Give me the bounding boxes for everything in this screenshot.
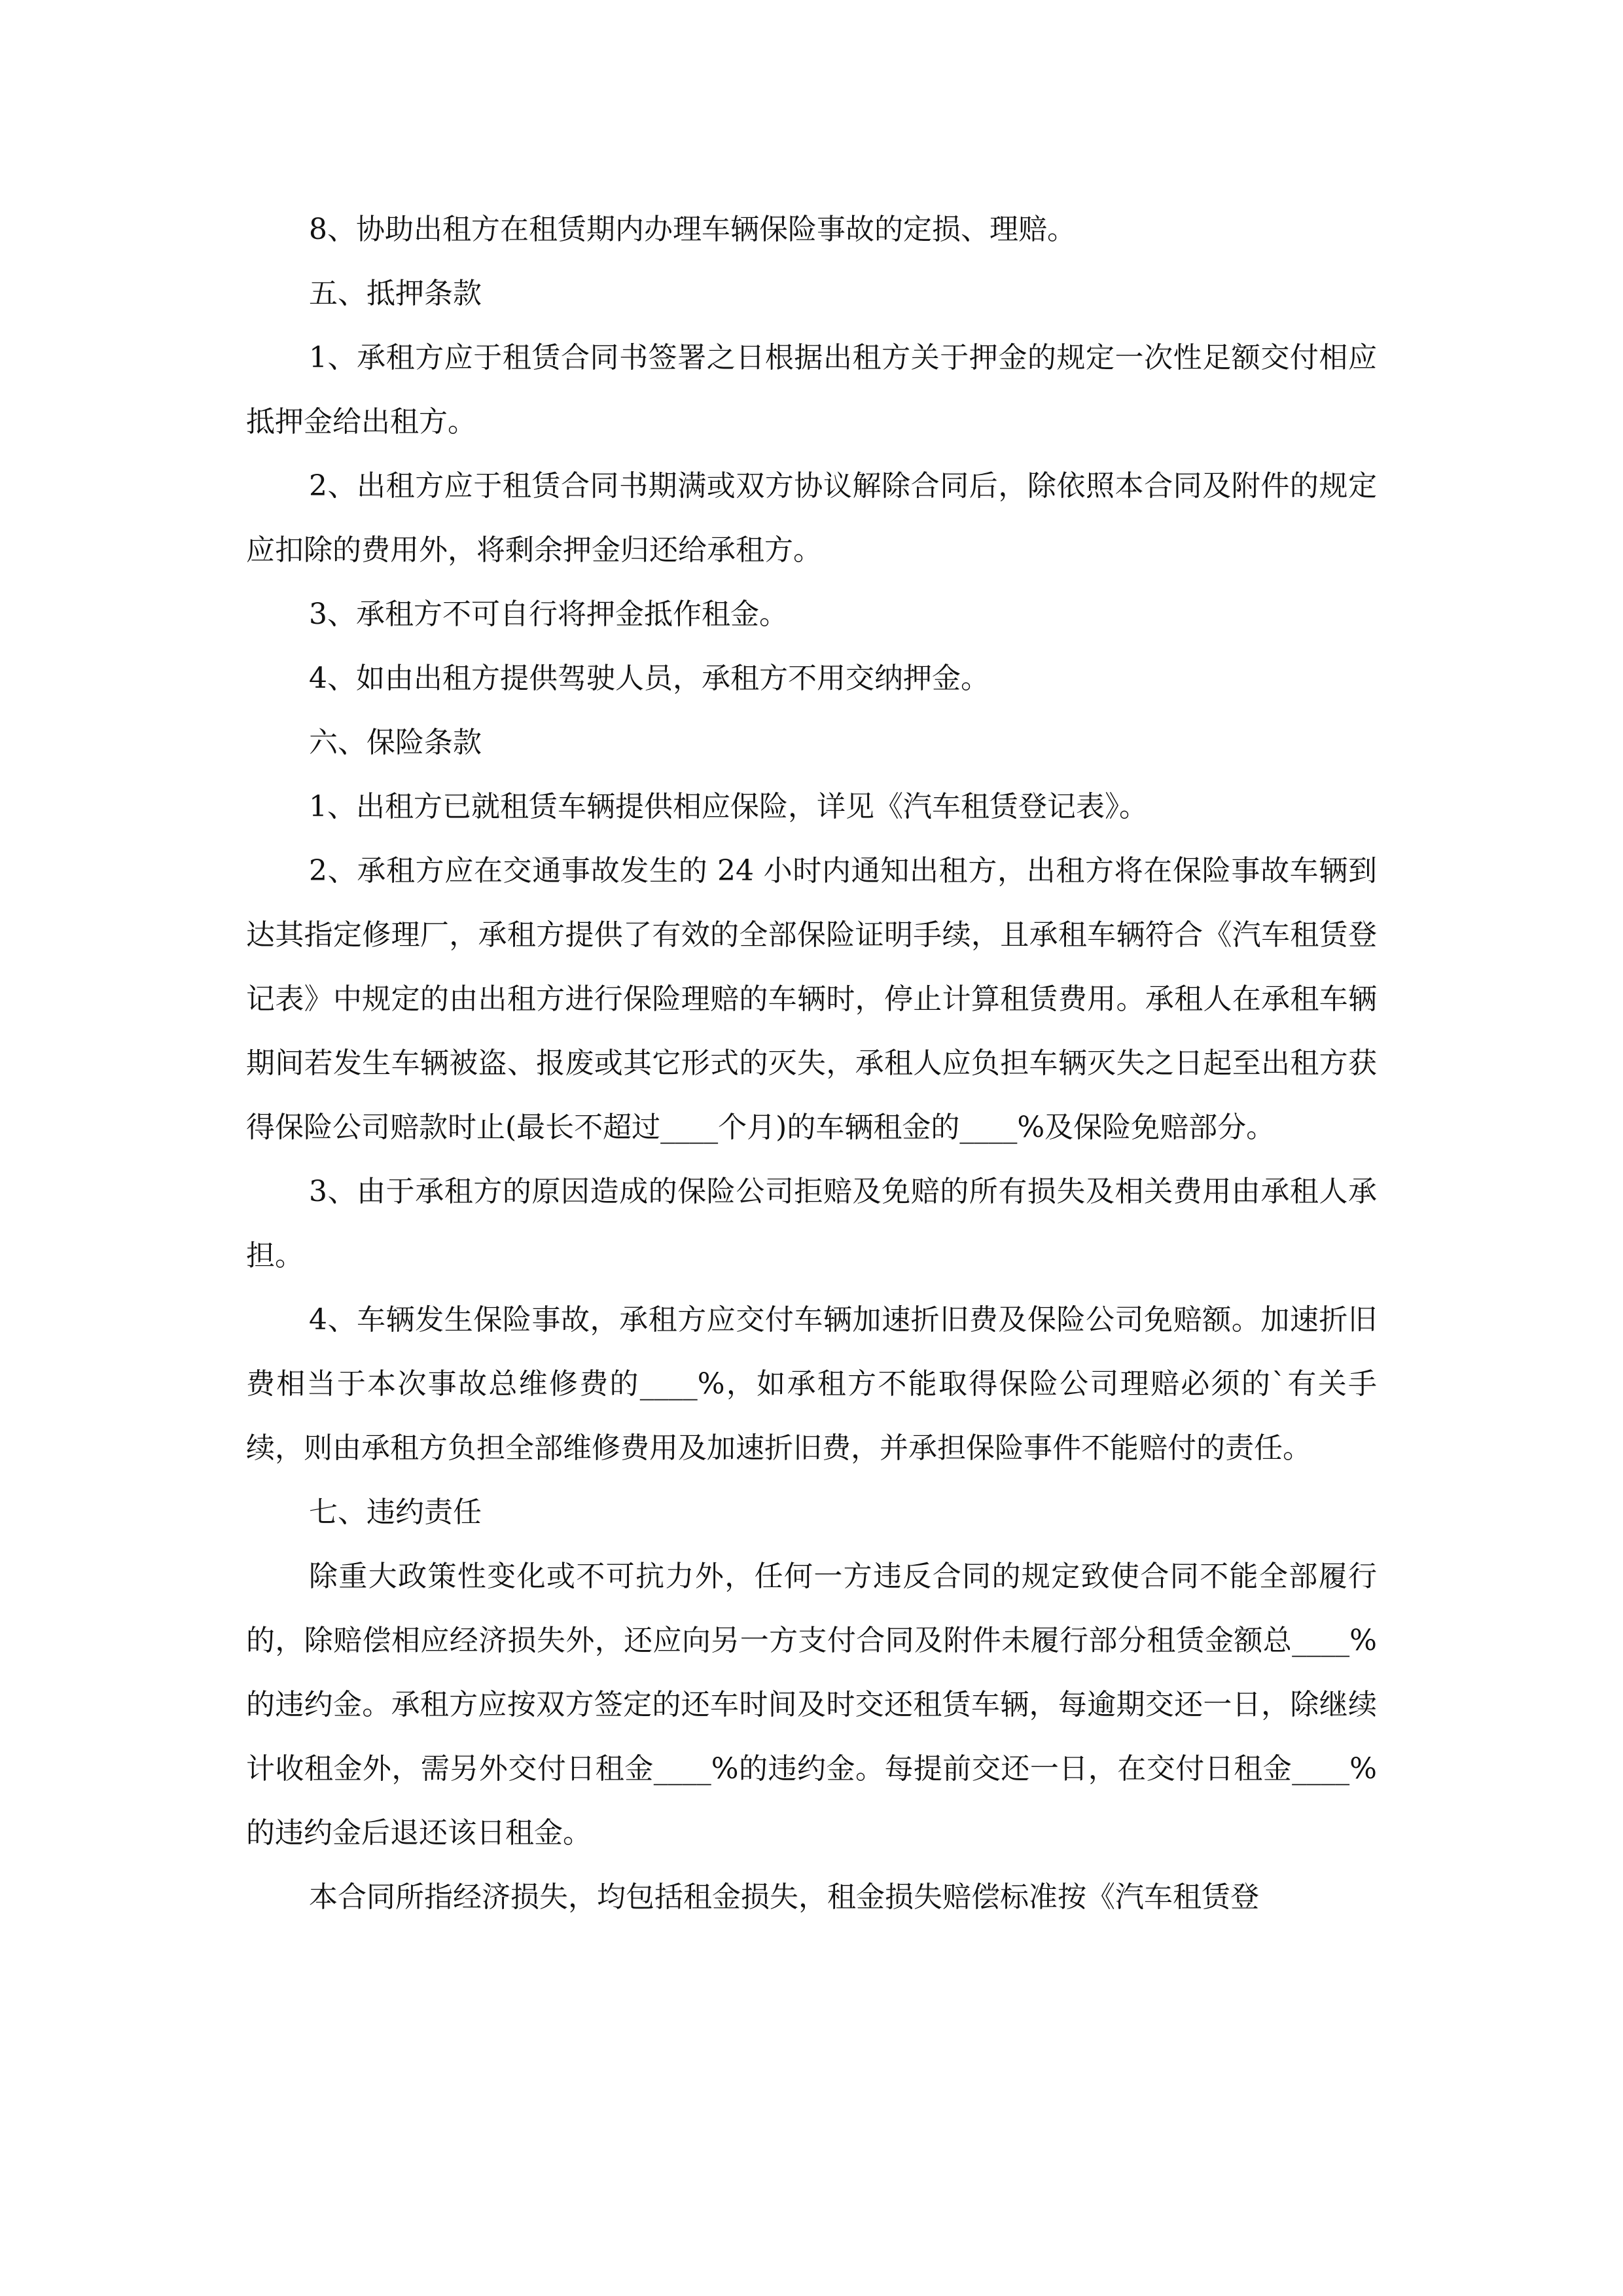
insurance-clause-1: 1、出租方已就租赁车辆提供相应保险，详见《汽车租赁登记表》。 xyxy=(309,790,1148,823)
mortgage-clause-4: 4、如由出租方提供驾驶人员，承租方不用交纳押金。 xyxy=(309,662,990,695)
mortgage-clause-1: 1、承租方应于租赁合同书签署之日根据出租方关于押金的规定一次性足额交付相应抵押金给出租方。 xyxy=(246,341,1377,439)
economic-loss-paragraph: 本合同所指经济损失，均包括租金损失，租金损失赔偿标准按《汽车租赁登 xyxy=(309,1880,1259,1914)
mortgage-clause-2: 2、出租方应于租赁合同书期满或双方协议解除合同后，除依照本合同及附件的规定应扣除的费用外，将剩余押金归还给承租方。 xyxy=(246,469,1377,567)
section-heading-liability: 七、违约责任 xyxy=(309,1496,482,1529)
clause-8-assist-insurance: 8、协助出租方在租赁期内办理车辆保险事故的定损、理赔。 xyxy=(309,213,1076,246)
insurance-clause-3: 3、由于承租方的原因造成的保险公司拒赔及免赔的所有损失及相关费用由承租人承担。 xyxy=(246,1175,1377,1272)
liability-paragraph: 除重大政策性变化或不可抗力外，任何一方违反合同的规定致使合同不能全部履行的，除赔偿相应经济损失外，还应向另一方支付合同及附件未履行部分租赁金额总____%的违约金。承租方应按双方签定的还车时间及时交还租赁车辆，每逾期交还一日，除继续计收租金外，需另外交付日租金____%的违约金。每提前交还一日，在交付日租金____%的违约金后退还该日租金。 xyxy=(246,1560,1377,1850)
insurance-clause-4: 4、车辆发生保险事故，承租方应交付车辆加速折旧费及保险公司免赔额。加速折旧费相当于本次事故总维修费的____%，如承租方不能取得保险公司理赔必须的`有关手续，则由承租方负担全部维修费用及加速折旧费，并承担保险事件不能赔付的责任。 xyxy=(246,1303,1377,1465)
document-body xyxy=(246,198,1377,1929)
mortgage-clause-3: 3、承租方不可自行将押金抵作租金。 xyxy=(309,598,788,631)
section-heading-mortgage: 五、抵押条款 xyxy=(309,277,482,310)
insurance-clause-2: 2、承租方应在交通事故发生的 24 小时内通知出租方，出租方将在保险事故车辆到达其指定修理厂，承租方提供了有效的全部保险证明手续，且承租车辆符合《汽车租赁登记表》中规定的由出租方进行保险理赔的车辆时，停止计算租赁费用。承租人在承租车辆期间若发生车辆被盗、报废或其它形式的灭失，承租人应负担车辆灭失之日起至出租方获得保险公司赔款时止(最长不超过____个月)的车辆租金的____%及保险免赔部分。 xyxy=(246,854,1377,1144)
section-heading-insurance: 六、保险条款 xyxy=(309,726,482,759)
